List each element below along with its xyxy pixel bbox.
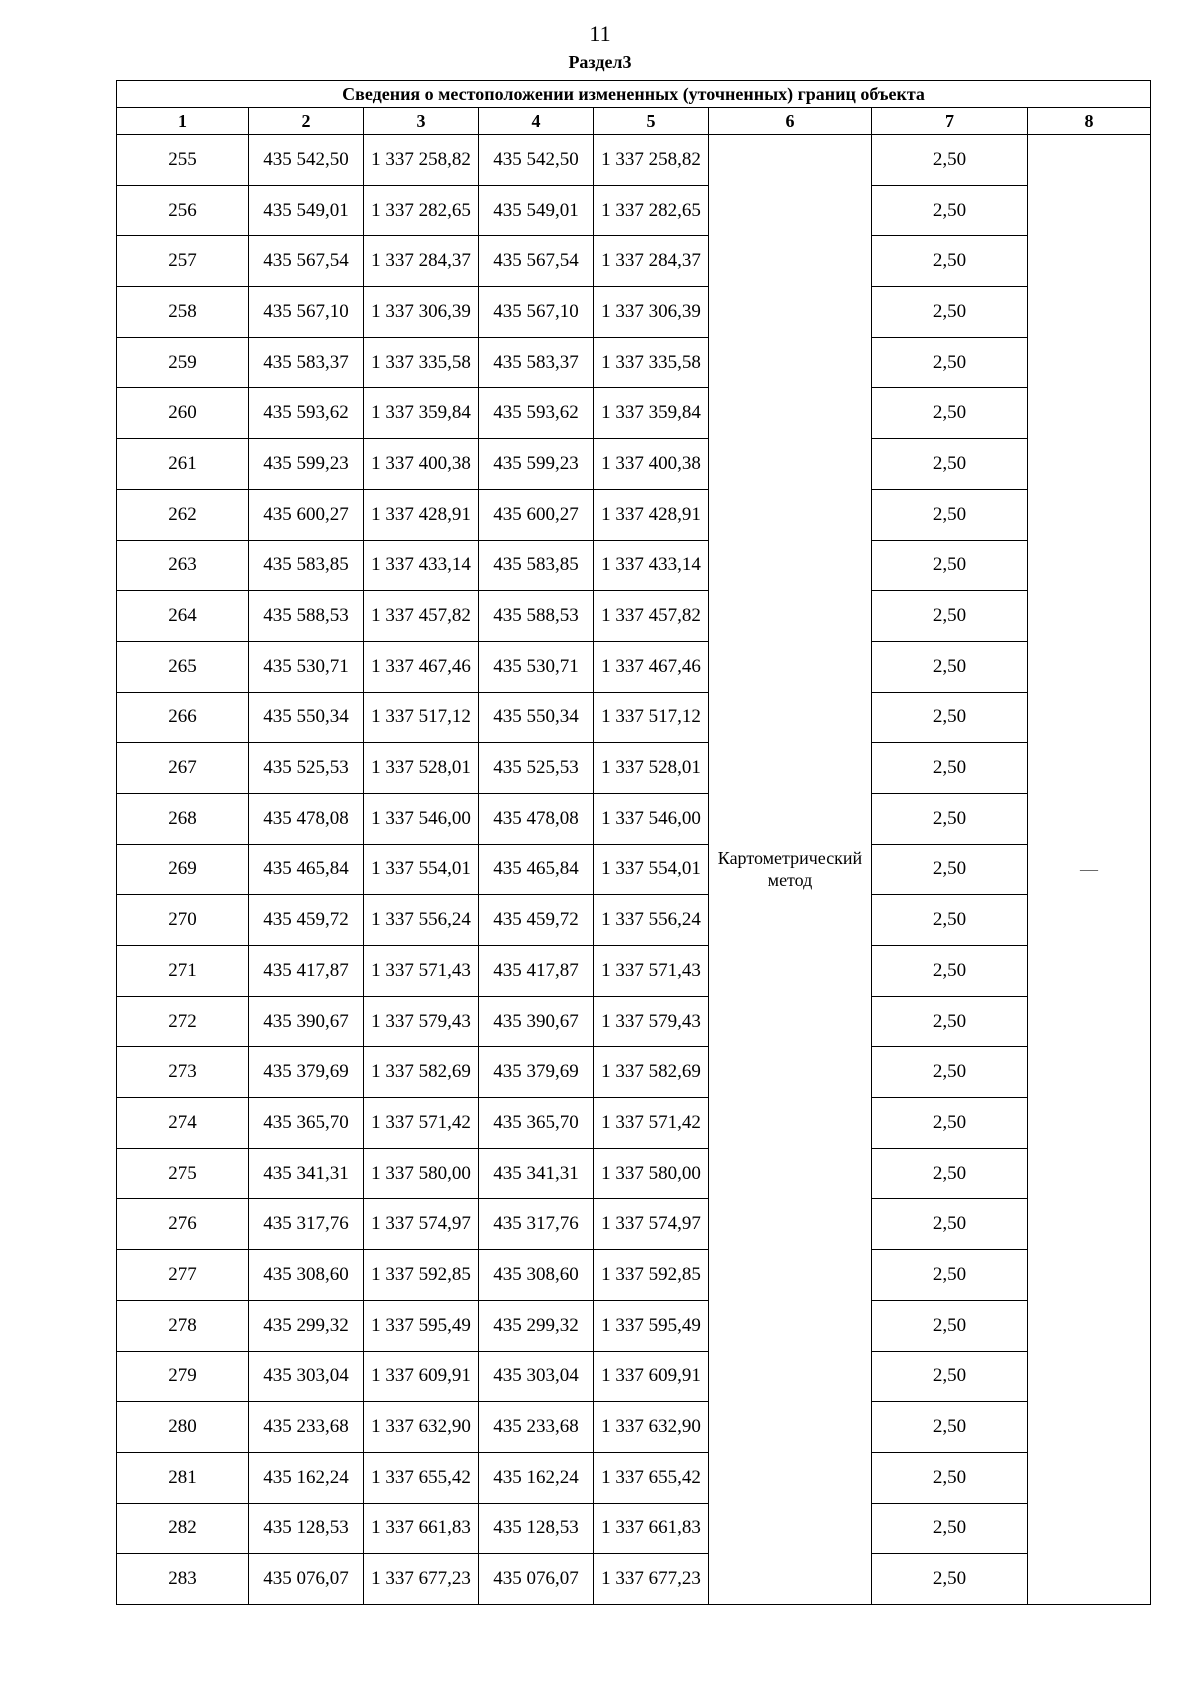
- y-coordinate-new-cell: 1 337 571,42: [594, 1098, 709, 1149]
- x-coordinate-new-cell: 435 583,37: [479, 337, 594, 388]
- y-coordinate-new-cell: 1 337 284,37: [594, 236, 709, 287]
- table-row: [117, 1402, 1151, 1453]
- x-coordinate-cell: 435 525,53: [249, 743, 364, 794]
- x-coordinate-new-cell: 435 550,34: [479, 692, 594, 743]
- table-row: [117, 1098, 1151, 1149]
- table-row: [117, 1199, 1151, 1250]
- precision-cell: 2,50: [872, 1452, 1028, 1503]
- y-coordinate-cell: 1 337 517,12: [364, 692, 479, 743]
- y-coordinate-cell: 1 337 546,00: [364, 793, 479, 844]
- y-coordinate-cell: 1 337 400,38: [364, 439, 479, 490]
- x-coordinate-cell: 435 303,04: [249, 1351, 364, 1402]
- x-coordinate-new-cell: 435 317,76: [479, 1199, 594, 1250]
- precision-cell: 2,50: [872, 287, 1028, 338]
- y-coordinate-new-cell: 1 337 282,65: [594, 185, 709, 236]
- table-row: [117, 1047, 1151, 1098]
- y-coordinate-cell: 1 337 528,01: [364, 743, 479, 794]
- x-coordinate-cell: 435 299,32: [249, 1300, 364, 1351]
- x-coordinate-new-cell: 435 379,69: [479, 1047, 594, 1098]
- precision-cell: 2,50: [872, 1554, 1028, 1605]
- y-coordinate-new-cell: 1 337 428,91: [594, 489, 709, 540]
- x-coordinate-cell: 435 365,70: [249, 1098, 364, 1149]
- point-number-cell: 269: [117, 844, 249, 895]
- x-coordinate-new-cell: 435 233,68: [479, 1402, 594, 1453]
- precision-cell: 2,50: [872, 337, 1028, 388]
- y-coordinate-new-cell: 1 337 592,85: [594, 1250, 709, 1301]
- precision-cell: 2,50: [872, 996, 1028, 1047]
- x-coordinate-cell: 435 599,23: [249, 439, 364, 490]
- table-row: [117, 1300, 1151, 1351]
- precision-cell: 2,50: [872, 1148, 1028, 1199]
- y-coordinate-new-cell: 1 337 661,83: [594, 1503, 709, 1554]
- y-coordinate-new-cell: 1 337 546,00: [594, 793, 709, 844]
- point-number-cell: 272: [117, 996, 249, 1047]
- y-coordinate-new-cell: 1 337 582,69: [594, 1047, 709, 1098]
- point-number-cell: 262: [117, 489, 249, 540]
- y-coordinate-cell: 1 337 428,91: [364, 489, 479, 540]
- x-coordinate-new-cell: 435 162,24: [479, 1452, 594, 1503]
- column-number-7: 7: [872, 108, 1028, 135]
- y-coordinate-cell: 1 337 609,91: [364, 1351, 479, 1402]
- y-coordinate-cell: 1 337 457,82: [364, 591, 479, 642]
- y-coordinate-cell: 1 337 554,01: [364, 844, 479, 895]
- precision-cell: 2,50: [872, 1402, 1028, 1453]
- y-coordinate-new-cell: 1 337 554,01: [594, 844, 709, 895]
- x-coordinate-cell: 435 478,08: [249, 793, 364, 844]
- x-coordinate-cell: 435 390,67: [249, 996, 364, 1047]
- y-coordinate-cell: 1 337 282,65: [364, 185, 479, 236]
- y-coordinate-new-cell: 1 337 359,84: [594, 388, 709, 439]
- precision-cell: 2,50: [872, 439, 1028, 490]
- x-coordinate-new-cell: 435 076,07: [479, 1554, 594, 1605]
- point-number-cell: 258: [117, 287, 249, 338]
- precision-cell: 2,50: [872, 793, 1028, 844]
- column-number-8: 8: [1028, 108, 1151, 135]
- y-coordinate-new-cell: 1 337 517,12: [594, 692, 709, 743]
- point-number-cell: 273: [117, 1047, 249, 1098]
- x-coordinate-new-cell: 435 341,31: [479, 1148, 594, 1199]
- page-number: 11: [589, 21, 611, 46]
- precision-cell: 2,50: [872, 540, 1028, 591]
- precision-cell: 2,50: [872, 1250, 1028, 1301]
- point-number-cell: 282: [117, 1503, 249, 1554]
- precision-cell: 2,50: [872, 743, 1028, 794]
- x-coordinate-cell: 435 600,27: [249, 489, 364, 540]
- x-coordinate-cell: 435 341,31: [249, 1148, 364, 1199]
- x-coordinate-cell: 435 317,76: [249, 1199, 364, 1250]
- x-coordinate-new-cell: 435 583,85: [479, 540, 594, 591]
- y-coordinate-cell: 1 337 592,85: [364, 1250, 479, 1301]
- column-number-4: 4: [479, 108, 594, 135]
- precision-cell: 2,50: [872, 692, 1028, 743]
- table-row: [117, 793, 1151, 844]
- table-row: [117, 1554, 1151, 1605]
- x-coordinate-cell: 435 162,24: [249, 1452, 364, 1503]
- y-coordinate-cell: 1 337 595,49: [364, 1300, 479, 1351]
- table-row: [117, 1250, 1151, 1301]
- point-number-cell: 281: [117, 1452, 249, 1503]
- precision-cell: 2,50: [872, 895, 1028, 946]
- y-coordinate-new-cell: 1 337 467,46: [594, 641, 709, 692]
- precision-cell: 2,50: [872, 236, 1028, 287]
- y-coordinate-cell: 1 337 556,24: [364, 895, 479, 946]
- table-row: [117, 489, 1151, 540]
- point-number-cell: 280: [117, 1402, 249, 1453]
- point-number-cell: 263: [117, 540, 249, 591]
- table-row: [117, 185, 1151, 236]
- table-row: [117, 1148, 1151, 1199]
- x-coordinate-new-cell: 435 303,04: [479, 1351, 594, 1402]
- table-body: [117, 135, 1151, 1605]
- precision-cell: 2,50: [872, 946, 1028, 997]
- point-number-cell: 274: [117, 1098, 249, 1149]
- precision-cell: 2,50: [872, 844, 1028, 895]
- point-number-cell: 267: [117, 743, 249, 794]
- point-number-cell: 278: [117, 1300, 249, 1351]
- x-coordinate-new-cell: 435 549,01: [479, 185, 594, 236]
- point-number-cell: 260: [117, 388, 249, 439]
- y-coordinate-new-cell: 1 337 556,24: [594, 895, 709, 946]
- point-number-cell: 264: [117, 591, 249, 642]
- column-number-6: 6: [709, 108, 872, 135]
- x-coordinate-new-cell: 435 567,54: [479, 236, 594, 287]
- precision-cell: 2,50: [872, 1300, 1028, 1351]
- x-coordinate-cell: 435 128,53: [249, 1503, 364, 1554]
- point-number-cell: 277: [117, 1250, 249, 1301]
- x-coordinate-cell: 435 530,71: [249, 641, 364, 692]
- y-coordinate-new-cell: 1 337 258,82: [594, 135, 709, 186]
- x-coordinate-cell: 435 308,60: [249, 1250, 364, 1301]
- y-coordinate-cell: 1 337 284,37: [364, 236, 479, 287]
- x-coordinate-new-cell: 435 588,53: [479, 591, 594, 642]
- y-coordinate-cell: 1 337 433,14: [364, 540, 479, 591]
- column-number-row: [117, 108, 1151, 135]
- table-row: [117, 743, 1151, 794]
- x-coordinate-cell: 435 417,87: [249, 946, 364, 997]
- y-coordinate-cell: 1 337 655,42: [364, 1452, 479, 1503]
- x-coordinate-new-cell: 435 599,23: [479, 439, 594, 490]
- point-number-cell: 279: [117, 1351, 249, 1402]
- table-row: [117, 540, 1151, 591]
- precision-cell: 2,50: [872, 185, 1028, 236]
- x-coordinate-cell: 435 379,69: [249, 1047, 364, 1098]
- point-number-cell: 257: [117, 236, 249, 287]
- table-row: [117, 1351, 1151, 1402]
- coordinates-table: [116, 80, 1151, 1605]
- point-number-cell: 270: [117, 895, 249, 946]
- x-coordinate-cell: 435 233,68: [249, 1402, 364, 1453]
- table-row: [117, 641, 1151, 692]
- y-coordinate-cell: 1 337 359,84: [364, 388, 479, 439]
- x-coordinate-new-cell: 435 530,71: [479, 641, 594, 692]
- table-title: Сведения о местоположении измененных (уточненных) границ объекта: [117, 81, 1151, 108]
- x-coordinate-cell: 435 542,50: [249, 135, 364, 186]
- x-coordinate-cell: 435 593,62: [249, 388, 364, 439]
- table-row: [117, 946, 1151, 997]
- y-coordinate-cell: 1 337 571,42: [364, 1098, 479, 1149]
- table-row: [117, 337, 1151, 388]
- column-number-2: 2: [249, 108, 364, 135]
- y-coordinate-new-cell: 1 337 335,58: [594, 337, 709, 388]
- x-coordinate-cell: 435 076,07: [249, 1554, 364, 1605]
- y-coordinate-cell: 1 337 306,39: [364, 287, 479, 338]
- y-coordinate-cell: 1 337 335,58: [364, 337, 479, 388]
- y-coordinate-new-cell: 1 337 457,82: [594, 591, 709, 642]
- y-coordinate-new-cell: 1 337 400,38: [594, 439, 709, 490]
- table-row: [117, 388, 1151, 439]
- precision-cell: 2,50: [872, 388, 1028, 439]
- x-coordinate-cell: 435 459,72: [249, 895, 364, 946]
- table-row: [117, 135, 1151, 186]
- y-coordinate-new-cell: 1 337 579,43: [594, 996, 709, 1047]
- y-coordinate-new-cell: 1 337 580,00: [594, 1148, 709, 1199]
- table-row: [117, 1503, 1151, 1554]
- point-number-cell: 276: [117, 1199, 249, 1250]
- y-coordinate-cell: 1 337 579,43: [364, 996, 479, 1047]
- y-coordinate-new-cell: 1 337 528,01: [594, 743, 709, 794]
- x-coordinate-new-cell: 435 459,72: [479, 895, 594, 946]
- y-coordinate-cell: 1 337 677,23: [364, 1554, 479, 1605]
- point-number-cell: 265: [117, 641, 249, 692]
- point-number-cell: 256: [117, 185, 249, 236]
- x-coordinate-new-cell: 435 390,67: [479, 996, 594, 1047]
- x-coordinate-new-cell: 435 365,70: [479, 1098, 594, 1149]
- x-coordinate-new-cell: 435 478,08: [479, 793, 594, 844]
- y-coordinate-new-cell: 1 337 632,90: [594, 1402, 709, 1453]
- y-coordinate-cell: 1 337 574,97: [364, 1199, 479, 1250]
- method-cell: Картометрический метод: [709, 135, 872, 1605]
- y-coordinate-new-cell: 1 337 595,49: [594, 1300, 709, 1351]
- y-coordinate-cell: 1 337 467,46: [364, 641, 479, 692]
- table-row: [117, 844, 1151, 895]
- y-coordinate-cell: 1 337 661,83: [364, 1503, 479, 1554]
- x-coordinate-new-cell: 435 308,60: [479, 1250, 594, 1301]
- y-coordinate-new-cell: 1 337 609,91: [594, 1351, 709, 1402]
- x-coordinate-new-cell: 435 567,10: [479, 287, 594, 338]
- precision-cell: 2,50: [872, 1047, 1028, 1098]
- y-coordinate-new-cell: 1 337 306,39: [594, 287, 709, 338]
- y-coordinate-new-cell: 1 337 655,42: [594, 1452, 709, 1503]
- point-number-cell: 271: [117, 946, 249, 997]
- point-number-cell: 261: [117, 439, 249, 490]
- y-coordinate-new-cell: 1 337 574,97: [594, 1199, 709, 1250]
- x-coordinate-cell: 435 550,34: [249, 692, 364, 743]
- precision-cell: 2,50: [872, 1503, 1028, 1554]
- table-row: [117, 996, 1151, 1047]
- x-coordinate-new-cell: 435 417,87: [479, 946, 594, 997]
- x-coordinate-new-cell: 435 525,53: [479, 743, 594, 794]
- x-coordinate-new-cell: 435 593,62: [479, 388, 594, 439]
- table-row: [117, 692, 1151, 743]
- column-number-1: 1: [117, 108, 249, 135]
- point-number-cell: 275: [117, 1148, 249, 1199]
- y-coordinate-cell: 1 337 571,43: [364, 946, 479, 997]
- table-row: [117, 895, 1151, 946]
- x-coordinate-cell: 435 549,01: [249, 185, 364, 236]
- x-coordinate-cell: 435 588,53: [249, 591, 364, 642]
- table-row: [117, 236, 1151, 287]
- precision-cell: 2,50: [872, 1199, 1028, 1250]
- y-coordinate-cell: 1 337 580,00: [364, 1148, 479, 1199]
- precision-cell: 2,50: [872, 641, 1028, 692]
- column-number-3: 3: [364, 108, 479, 135]
- x-coordinate-cell: 435 583,85: [249, 540, 364, 591]
- table-row: [117, 1452, 1151, 1503]
- y-coordinate-cell: 1 337 582,69: [364, 1047, 479, 1098]
- table-row: [117, 439, 1151, 490]
- x-coordinate-cell: 435 567,10: [249, 287, 364, 338]
- x-coordinate-cell: 435 567,54: [249, 236, 364, 287]
- y-coordinate-cell: 1 337 632,90: [364, 1402, 479, 1453]
- precision-cell: 2,50: [872, 489, 1028, 540]
- table-row: [117, 591, 1151, 642]
- point-number-cell: 259: [117, 337, 249, 388]
- x-coordinate-new-cell: 435 128,53: [479, 1503, 594, 1554]
- x-coordinate-new-cell: 435 299,32: [479, 1300, 594, 1351]
- precision-cell: 2,50: [872, 591, 1028, 642]
- x-coordinate-new-cell: 435 542,50: [479, 135, 594, 186]
- y-coordinate-cell: 1 337 258,82: [364, 135, 479, 186]
- y-coordinate-new-cell: 1 337 433,14: [594, 540, 709, 591]
- y-coordinate-new-cell: 1 337 677,23: [594, 1554, 709, 1605]
- column-number-5: 5: [594, 108, 709, 135]
- precision-cell: 2,50: [872, 1351, 1028, 1402]
- point-number-cell: 255: [117, 135, 249, 186]
- precision-cell: 2,50: [872, 135, 1028, 186]
- point-number-cell: 266: [117, 692, 249, 743]
- x-coordinate-cell: 435 465,84: [249, 844, 364, 895]
- x-coordinate-new-cell: 435 600,27: [479, 489, 594, 540]
- column-8-cell: —: [1028, 135, 1151, 1605]
- point-number-cell: 268: [117, 793, 249, 844]
- x-coordinate-new-cell: 435 465,84: [479, 844, 594, 895]
- y-coordinate-new-cell: 1 337 571,43: [594, 946, 709, 997]
- section-title: Раздел3: [568, 52, 632, 72]
- x-coordinate-cell: 435 583,37: [249, 337, 364, 388]
- point-number-cell: 283: [117, 1554, 249, 1605]
- table-row: [117, 287, 1151, 338]
- precision-cell: 2,50: [872, 1098, 1028, 1149]
